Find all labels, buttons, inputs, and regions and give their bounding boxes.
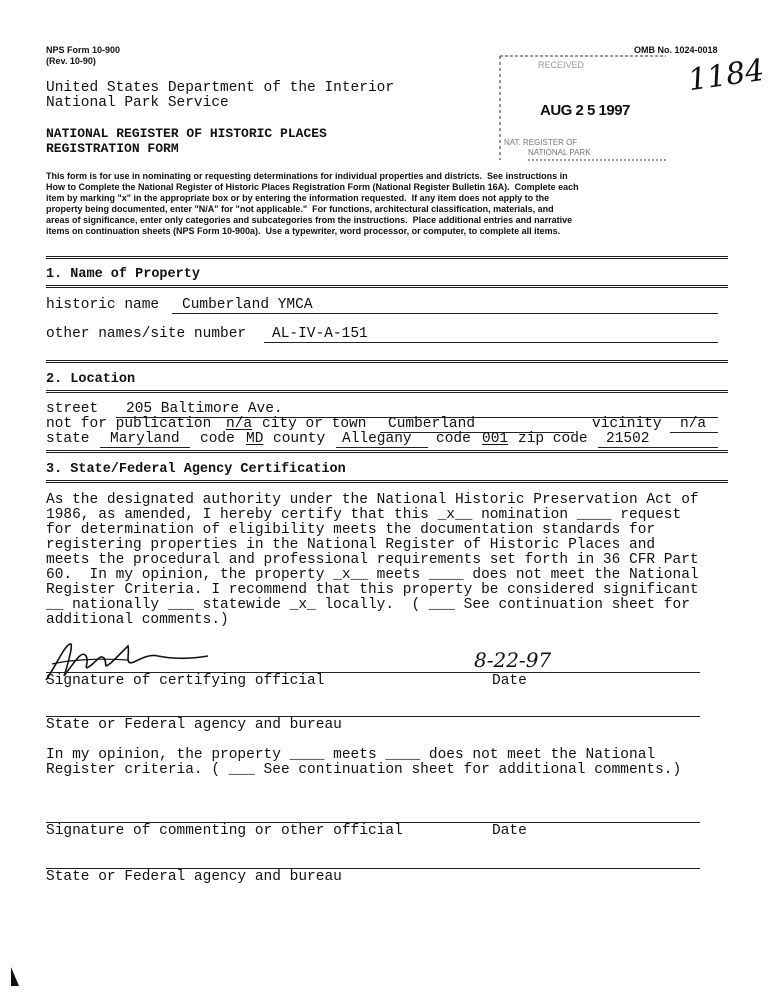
form-number: NPS Form 10-900 [46,45,121,55]
stamp-office-line2: NATIONAL PARK [528,148,591,157]
county-value: Allegany [342,431,412,447]
state-label: state [46,431,90,447]
other-names-value: AL-IV-A-151 [272,326,368,342]
historic-name-underline [172,313,718,314]
signed-date: 8-22-97 [474,648,552,672]
instructions-line: property being documented, enter "N/A" for "not applicable." For functions, architectural classification, materials, and [46,204,554,214]
date2-label: Date [492,823,527,839]
state-value: Maryland [110,431,180,447]
section-divider [46,480,728,483]
form-revision: (Rev. 10-90) [46,56,96,66]
omb-number: OMB No. 1024-0018 [634,45,718,55]
certification-line: 1986, as amended, I hereby certify that this _x__ nomination ____ request [46,507,682,523]
opinion-line: In my opinion, the property ____ meets ____ does not meet the National [46,747,656,763]
certification-statement [46,493,736,628]
section-divider [46,360,728,363]
section-divider [46,450,728,453]
state-code-label: code [200,431,235,447]
opinion-statement [46,748,736,778]
vicinity-label: vicinity [592,416,662,432]
historic-name-label: historic name [46,297,160,313]
certification-line: additional comments.) [46,612,229,628]
certification-line: meets the procedural and professional requirements set forth in 36 CFR Part [46,552,699,568]
stamp-received-text: RECEIVED [538,60,585,70]
county-underline [336,447,428,448]
section1-heading: 1. Name of Property [46,267,200,282]
department-name: United States Department of the Interior [46,80,395,96]
other-names-underline [264,342,718,343]
agency-label: State or Federal agency and bureau [46,717,342,733]
signature-label: Signature of certifying official [46,673,325,689]
section3-heading: 3. State/Federal Agency Certification [46,462,346,477]
vicinity-value: n/a [680,416,707,432]
not-for-publication-label: not for publication [46,416,212,432]
certification-line: __ nationally ___ statewide _x_ locally. ( ___ See continuation sheet for [46,597,690,613]
section-divider [46,285,728,288]
historic-name-value: Cumberland YMCA [182,297,313,313]
agency2-label: State or Federal agency and bureau [46,869,342,885]
section-divider [46,390,728,393]
not-for-publication-value: n/a [226,416,253,432]
county-code-value: 001 [482,431,509,447]
street-label: street [46,401,99,417]
zip-label: zip code [518,431,588,447]
certification-line: 60. In my opinion, the property _x__ meets ____ does not meet the National [46,567,699,583]
stamp-date: AUG 2 5 1997 [540,102,630,119]
instructions-line: areas of significance, enter only categories and subcategories from the instructions. Place additional entries and narrative [46,215,573,225]
state-underline [100,447,190,448]
state-code-value: MD [246,431,264,447]
certification-line: registering properties in the National Register of Historic Places and [46,537,656,553]
other-names-label: other names/site number [46,326,247,342]
instructions-line: How to Complete the National Register of Historic Places Registration Form (National Register Bulletin 16A). Complete each [46,182,579,192]
certification-line: for determination of eligibility meets the documentation standards for [46,522,656,538]
county-code-label: code [436,431,471,447]
scan-mark [10,966,22,988]
zip-underline [598,447,718,448]
instructions-line: items on continuation sheets (NPS Form 10-900a). Use a typewriter, word processor, or computer, to complete all items. [46,226,561,236]
handwritten-reference-number: 1184 [685,52,767,99]
city-label: city or town [262,416,367,432]
city-value: Cumberland [388,416,476,432]
stamp-office-line1: NAT. REGISTER OF [504,138,578,147]
signature2-label: Signature of commenting or other official [46,823,403,839]
vicinity-underline [670,432,718,433]
service-name: National Park Service [46,95,229,111]
zip-value: 21502 [606,431,650,447]
form-title-line2: REGISTRATION FORM [46,141,179,156]
opinion-line: Register criteria. ( ___ See continuation sheet for additional comments.) [46,762,682,778]
certification-line: Register Criteria. I recommend that this property be considered significant [46,582,699,598]
certification-line: As the designated authority under the National Historic Preservation Act of [46,492,699,508]
instructions-line: item by marking "x" in the appropriate box or by entering the information requested. If any item does not apply to the [46,193,550,203]
form-title-line1: NATIONAL REGISTER OF HISTORIC PLACES [46,126,327,141]
county-label: county [273,431,326,447]
section2-heading: 2. Location [46,372,136,387]
date-label: Date [492,673,527,689]
section-divider [46,256,728,259]
instructions-line: This form is for use in nominating or requesting determinations for individual properties and districts. See instructions in [46,171,568,181]
received-stamp [498,52,668,164]
street-value: 205 Baltimore Ave. [126,401,283,417]
